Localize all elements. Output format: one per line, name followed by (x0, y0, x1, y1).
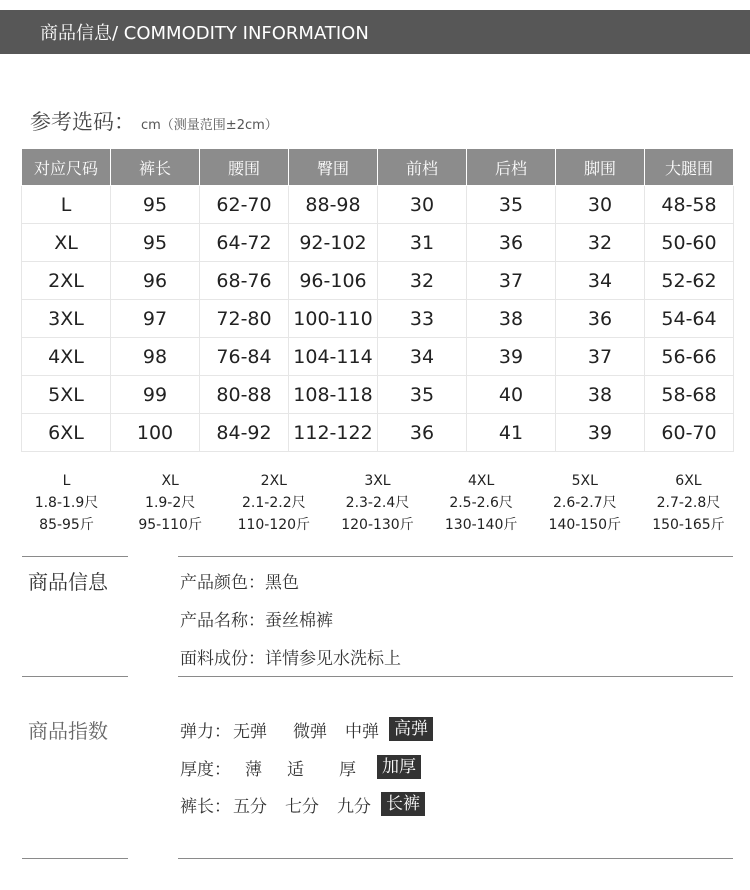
size-table (21, 148, 734, 452)
table-cell: 37 (467, 262, 556, 300)
table-cell: 4XL (22, 338, 111, 376)
divider-line (178, 676, 733, 677)
table-cell: 112-122 (289, 414, 378, 452)
size-guide-size: 6XL (675, 473, 702, 489)
table-cell: 96 (111, 262, 200, 300)
size-guide-item (533, 470, 636, 536)
table-cell: 33 (378, 300, 467, 338)
divider-line (178, 556, 733, 557)
size-guide-height: 2.3-2.4尺 (345, 495, 410, 511)
table-cell: 30 (378, 186, 467, 224)
table-cell: 38 (467, 300, 556, 338)
size-table-body (22, 186, 734, 452)
table-cell: 40 (467, 376, 556, 414)
table-cell: 52-62 (645, 262, 734, 300)
size-guide-size: 4XL (467, 473, 495, 489)
size-guide-weight: 85-95斤 (39, 517, 94, 533)
table-cell: 72-80 (200, 300, 289, 338)
index-row-name: 裤长： (180, 796, 231, 817)
page-title: 商品信息/ COMMODITY INFORMATION (40, 23, 369, 44)
table-cell: 36 (556, 300, 645, 338)
size-chart-heading: 参考选码： (30, 110, 135, 134)
table-row (22, 414, 734, 452)
table-row (22, 338, 734, 376)
table-cell: XL (22, 224, 111, 262)
product-material: 面料成份：详情参见水洗标上 (180, 649, 401, 669)
table-row (22, 376, 734, 414)
size-guide-item (119, 470, 222, 536)
table-cell: 50-60 (645, 224, 734, 262)
size-chart-title (30, 106, 278, 136)
size-guide-weight: 150-165斤 (652, 517, 725, 533)
column-header: 大腿围 (645, 149, 734, 186)
table-cell: L (22, 186, 111, 224)
table-cell: 64-72 (200, 224, 289, 262)
index-row-name: 厚度： (180, 759, 231, 780)
size-guide-height: 1.9-2尺 (145, 495, 196, 511)
size-guide-height: 2.1-2.2尺 (242, 495, 306, 511)
table-cell: 37 (556, 338, 645, 376)
table-cell: 96-106 (289, 262, 378, 300)
table-cell: 76-84 (200, 338, 289, 376)
index-row (180, 792, 425, 816)
size-guide-weight: 140-150斤 (548, 517, 622, 533)
divider-line (22, 676, 128, 677)
table-cell: 32 (378, 262, 467, 300)
size-guide-size: 2XL (260, 473, 287, 489)
index-option: 薄 (245, 759, 262, 780)
table-cell: 68-76 (200, 262, 289, 300)
column-header: 对应尺码 (22, 149, 111, 186)
table-cell: 2XL (22, 262, 111, 300)
table-cell: 41 (467, 414, 556, 452)
table-row (22, 262, 734, 300)
table-cell: 104-114 (289, 338, 378, 376)
index-option: 厚 (339, 759, 356, 780)
table-cell: 92-102 (289, 224, 378, 262)
size-guide-weight: 110-120斤 (237, 517, 311, 533)
table-cell: 35 (378, 376, 467, 414)
product-info-label: 商品信息 (28, 570, 108, 594)
table-cell: 35 (467, 186, 556, 224)
table-cell: 6XL (22, 414, 111, 452)
size-guide (15, 470, 740, 536)
size-guide-size: 5XL (571, 473, 598, 489)
table-cell: 34 (378, 338, 467, 376)
table-cell: 58-68 (645, 376, 734, 414)
table-cell: 48-58 (645, 186, 734, 224)
size-guide-item (637, 470, 740, 536)
table-cell: 88-98 (289, 186, 378, 224)
size-table-header-row (22, 149, 734, 186)
table-cell: 108-118 (289, 376, 378, 414)
size-chart-unit-note: cm（测量范围±2cm） (141, 118, 278, 133)
divider-line (22, 556, 128, 557)
size-guide-weight: 130-140斤 (444, 517, 518, 533)
table-cell: 98 (111, 338, 200, 376)
table-cell: 36 (378, 414, 467, 452)
size-guide-item (430, 470, 533, 536)
table-cell: 97 (111, 300, 200, 338)
column-header: 裤长 (111, 149, 200, 186)
table-cell: 56-66 (645, 338, 734, 376)
table-cell: 99 (111, 376, 200, 414)
table-cell: 31 (378, 224, 467, 262)
column-header: 前档 (378, 149, 467, 186)
table-cell: 95 (111, 186, 200, 224)
index-option: 适 (287, 759, 304, 780)
table-cell: 30 (556, 186, 645, 224)
index-option-selected: 加厚 (377, 755, 421, 779)
size-guide-height: 2.5-2.6尺 (449, 495, 513, 511)
divider-line (22, 858, 128, 859)
size-guide-size: XL (161, 473, 179, 489)
size-guide-item (326, 470, 429, 536)
index-option: 九分 (337, 796, 371, 817)
size-guide-item (222, 470, 325, 536)
size-guide-height: 1.8-1.9尺 (34, 495, 99, 511)
table-row (22, 300, 734, 338)
table-cell: 34 (556, 262, 645, 300)
index-option: 五分 (233, 796, 267, 817)
index-row (180, 755, 421, 779)
table-cell: 60-70 (645, 414, 734, 452)
size-guide-height: 2.6-2.7尺 (552, 495, 617, 511)
index-option: 七分 (285, 796, 319, 817)
table-cell: 62-70 (200, 186, 289, 224)
divider-line (178, 858, 733, 859)
index-row-name: 弹力： (180, 721, 231, 742)
product-name: 产品名称：蚕丝棉裤 (180, 611, 333, 631)
table-cell: 100 (111, 414, 200, 452)
index-option: 微弹 (293, 721, 327, 742)
size-guide-size: L (62, 473, 71, 489)
size-guide-item (15, 470, 118, 536)
table-cell: 100-110 (289, 300, 378, 338)
table-cell: 3XL (22, 300, 111, 338)
table-cell: 80-88 (200, 376, 289, 414)
column-header: 臀围 (289, 149, 378, 186)
table-cell: 84-92 (200, 414, 289, 452)
table-cell: 32 (556, 224, 645, 262)
size-guide-weight: 95-110斤 (138, 517, 202, 533)
index-row (180, 717, 433, 741)
table-cell: 39 (556, 414, 645, 452)
table-cell: 5XL (22, 376, 111, 414)
index-option: 中弹 (345, 721, 379, 742)
table-row (22, 186, 734, 224)
size-guide-height: 2.7-2.8尺 (656, 495, 721, 511)
index-option: 无弹 (233, 721, 267, 742)
size-guide-size: 3XL (364, 473, 391, 489)
header-bar (0, 10, 750, 54)
size-guide-weight: 120-130斤 (341, 517, 414, 533)
table-cell: 38 (556, 376, 645, 414)
column-header: 腰围 (200, 149, 289, 186)
product-index-label: 商品指数 (28, 719, 108, 743)
table-cell: 54-64 (645, 300, 734, 338)
index-option-selected: 长裤 (381, 792, 425, 816)
table-cell: 95 (111, 224, 200, 262)
product-color: 产品颜色：黑色 (180, 573, 299, 593)
column-header: 脚围 (556, 149, 645, 186)
table-cell: 39 (467, 338, 556, 376)
column-header: 后档 (467, 149, 556, 186)
index-option-selected: 高弹 (389, 717, 433, 741)
table-cell: 36 (467, 224, 556, 262)
table-row (22, 224, 734, 262)
